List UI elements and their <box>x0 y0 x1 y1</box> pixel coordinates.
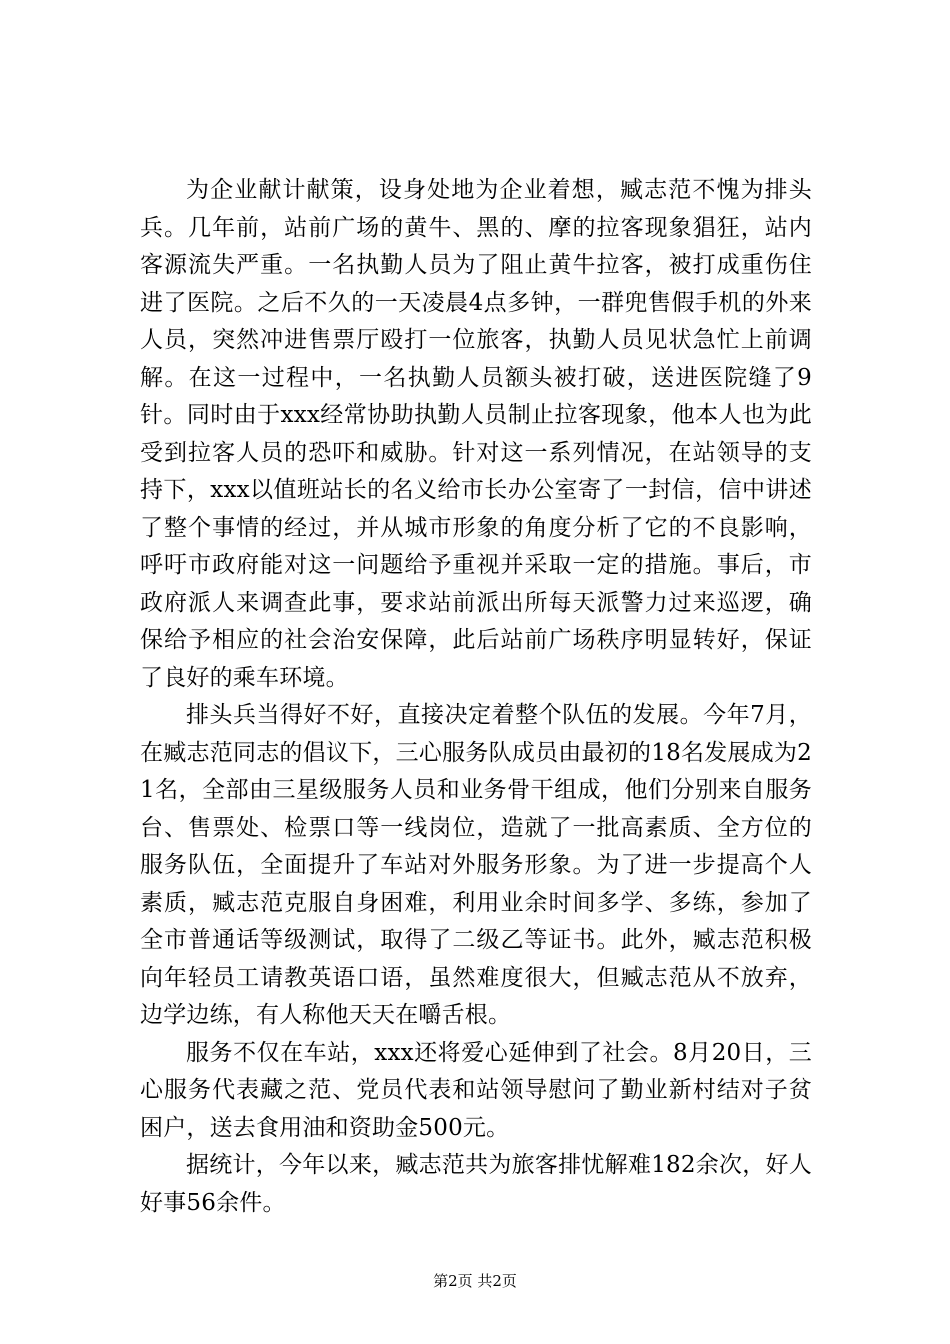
paragraph-4: 据统计，今年以来，臧志范共为旅客排忧解难182余次，好人好事56余件。 <box>140 1152 812 1216</box>
document-body <box>140 172 812 1222</box>
paragraph-2: 排头兵当得好不好，直接决定着整个队伍的发展。今年7月，在臧志范同志的倡议下，三心服务队成员由最初的18名发展成为21名，全部由三星级服务人员和业务骨干组成，他们分别来自服务台、售票处、检票口等一线岗位，造就了一批高素质、全方位的服务队伍，全面提升了车站对外服务形象。为了进一步提高个人素质，臧志范克服自身困难，利用业余时间多学、多练，参加了全市普通话等级测试，取得了二级乙等证书。此外，臧志范积极向年轻员工请教英语口语，虽然难度很大，但臧志范从不放弃，边学边练，有人称他天天在嚼舌根。 <box>140 702 812 1028</box>
paragraph-1: 为企业献计献策，设身处地为企业着想，臧志范不愧为排头兵。几年前，站前广场的黄牛、黑的、摩的拉客现象猖狂，站内客源流失严重。一名执勤人员为了阻止黄牛拉客，被打成重伤住进了医院。之后不久的一天凌晨4点多钟，一群兜售假手机的外来人员，突然冲进售票厅殴打一位旅客，执勤人员见状急忙上前调解。在这一过程中，一名执勤人员额头被打破，送进医院缝了9针。同时由于xxx经常协助执勤人员制止拉客现象，他本人也为此受到拉客人员的恐吓和威胁。针对这一系列情况，在站领导的支持下，xxx以值班站长的名义给市长办公室寄了一封信，信中讲述了整个事情的经过，并从城市形象的角度分析了它的不良影响，呼吁市政府能对这一问题给予重视并采取一定的措施。事后，市政府派人来调查此事，要求站前派出所每天派警力过来巡逻，确保给予相应的社会治安保障，此后站前广场秩序明显转好，保证了良好的乘车环境。 <box>140 177 812 691</box>
page-footer: 第2页 共2页 <box>433 1272 517 1290</box>
paragraph-3: 服务不仅在车站，xxx还将爱心延伸到了社会。8月20日，三心服务代表藏之范、党员代表和站领导慰问了勤业新村结对子贫困户，送去食用油和资助金500元。 <box>140 1039 812 1141</box>
